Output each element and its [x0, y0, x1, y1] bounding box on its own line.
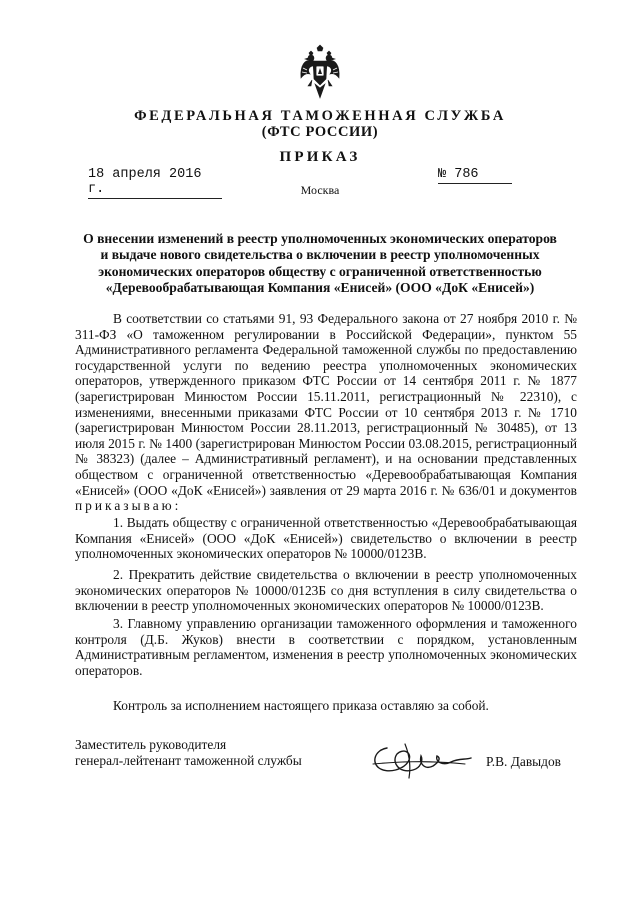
preamble-paragraph: [75, 311, 577, 514]
signer-title-line: Заместитель руководителя: [75, 737, 227, 752]
control-clause: Контроль за исполнением настоящего приказа оставляю за собой.: [113, 698, 489, 713]
signer-title-line: генерал-лейтенант таможенной службы: [75, 753, 302, 768]
agency-abbreviation: (ФТС РОССИИ): [261, 124, 379, 140]
title-line: «Деревообрабатывающая Компания «Енисей» (ООО «ДоК «Енисей»): [105, 279, 535, 295]
agency-name: ФЕДЕРАЛЬНАЯ ТАМОЖЕННАЯ СЛУЖБА: [134, 108, 506, 124]
preamble-text: В соответствии со статьями 91, 93 Федерального закона от 27 ноября 2010 г. № 311-ФЗ «О таможенном регулировании в Российской Федерации», пунктом 55 Административного регламента Федеральной таможенной службы по предоставлению государственной услуги по ведению реестра уполномоченных экономических операторов, утвержденного приказом ФТС России от 14 сентября 2011 г. № 1877 (зарегистрирован Минюстом России 15.11.2011, регистрационный № 22310), с изменениями, внесенными приказами ФТС России от 10 сентября 2013 г. № 1710 (зарегистрирован Минюстом России 28.11.2013, регистрационный № 30485), от 13 июля 2015 г. № 1400 (зарегистрирован Минюстом России 03.08.2015, регистрационный № 38323) (далее – Административный регламент), и на основании представленных обществом с ограниченной ответственностью «Деревообрабатывающая Компания «Енисей» (ООО «ДоК «Енисей») заявления от 29 марта 2016 г. № 636/01 и документов: [75, 311, 577, 498]
item-text: Прекратить действие свидетельства о включении в реестр уполномоченных экономических операторов № 10000/0123Б со дня вступления в силу свидетельства о включении в реестр уполномоченных экономических операторов № 10000/0123В.: [75, 567, 577, 614]
city: Москва: [300, 183, 340, 197]
order-item: [75, 567, 577, 614]
title-line: и выдаче нового свидетельства о включении в реестр уполномоченных: [100, 247, 540, 263]
number-value: 786: [454, 167, 479, 182]
order-item: [75, 515, 577, 562]
item-text: Главному управлению организации таможенного оформления и таможенного контроля (Д.Б. Жуков) внести в соответствии с порядком, установленным Административным регламентом, изменения в реестр уполномоченных экономических операторов.: [75, 616, 577, 678]
signer-name: Р.В. Давыдов: [486, 754, 561, 769]
signer-title: [75, 737, 302, 769]
order-date: 18 апреля 2016 г.: [88, 167, 222, 199]
title-line: экономических операторов обществу с ограниченной ответственностью: [98, 263, 542, 279]
handwritten-signature: [365, 740, 477, 782]
order-word: приказываю:: [75, 498, 182, 514]
item-number: 1.: [113, 515, 124, 530]
state-emblem-icon: [298, 44, 342, 102]
order-item: [75, 616, 577, 678]
document-type: ПРИКАЗ: [279, 149, 361, 165]
number-sign: №: [438, 167, 447, 182]
title-line: О внесении изменений в реестр уполномоченных экономических операторов: [83, 231, 557, 246]
order-number: [438, 167, 512, 184]
order-title: [60, 231, 580, 296]
item-number: 2.: [113, 567, 124, 582]
item-text: Выдать обществу с ограниченной ответственностью «Деревообрабатывающая Компания «Енисей» (ООО «ДоК «Енисей») свидетельство о включении в реестр уполномоченных экономических операторов № 10000/0123В.: [75, 515, 577, 562]
item-number: 3.: [113, 616, 124, 631]
